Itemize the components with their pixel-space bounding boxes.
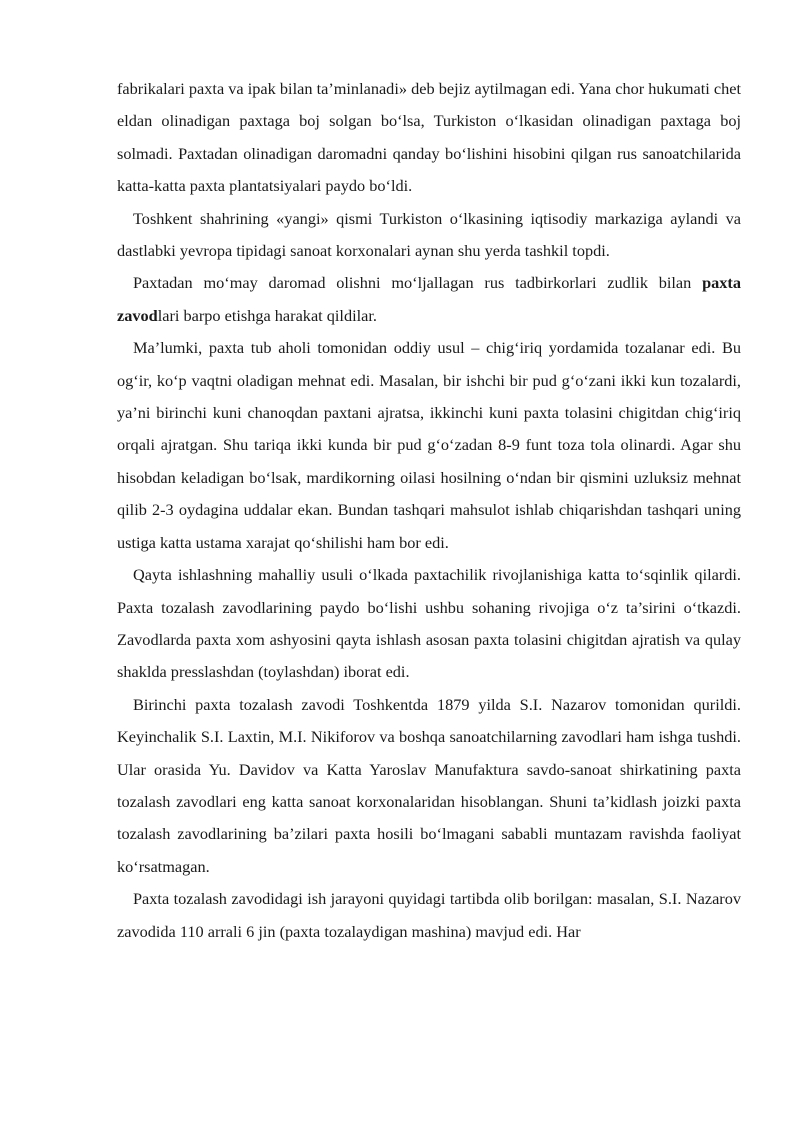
document-page — [117, 73, 741, 948]
paragraph-cotton-factories — [117, 267, 741, 332]
paragraph-text: Paxtadan mo‘may daromad olishni mo‘ljallagan rus tadbirkorlari zudlik bilan — [133, 273, 703, 293]
paragraph-local-processing: Qayta ishlashning mahalliy usuli o‘lkada paxtachilik rivojlanishiga katta to‘sqinlik qilardi. Paxta tozalash zavodlarining paydo bo‘lishi ushbu sohaning rivojiga o‘z ta’sirini o‘tkazdi. Zavodlarda paxta xom ashyosini qayta ishlash asosan paxta tolasini chigitdan ajratish va qulay shaklda presslashdan (toylashdan) iborat edi. — [117, 565, 741, 682]
paragraph-work-process: Paxta tozalash zavodidagi ish jarayoni quyidagi tartibda olib borilgan: masalan, S.I. Nazarov zavodida 110 arrali 6 jin (paxta tozalaydigan mashina) mavjud edi. Har — [117, 889, 741, 941]
paragraph-text: lari barpo etishga harakat qildilar. — [157, 305, 377, 325]
paragraph-manual-cleaning: Ma’lumki, paxta tub aholi tomonidan oddiy usul – chig‘iriq yordamida tozalanar edi. Bu og‘ir, ko‘p vaqtni oladigan mehnat edi. Masalan, bir ishchi bir pud g‘o‘zani ikki kun tozalardi, ya’ni birinchi kuni chanoqdan paxtani ajratsa, ikkinchi kuni paxta tolasini chigitdan chig‘iriq orqali ajratgan. Shu tariqa ikki kunda bir pud g‘o‘zadan 8-9 funt toza tola olinardi. Agar shu hisobdan keladigan bo‘lsak, mardikorning oilasi hosilning o‘ndan bir qismini uzluksiz mehnat qilib 2-3 oydagina uddalar ekan. Bundan tashqari mahsulot ishlab chiqarishdan tashqari uning ustiga katta ustama xarajat qo‘shilishi ham bor edi. — [117, 338, 741, 552]
bold-term: paxta zavod — [117, 273, 741, 325]
paragraph-tashkent: Toshkent shahrining «yangi» qismi Turkiston o‘lkasining iqtisodiy markaziga aylandi va dastlabki yevropa tipidagi sanoat korxonalari aynan shu yerda tashkil topdi. — [117, 208, 741, 261]
paragraph-continuation: fabrikalari paxta va ipak bilan ta’minlanadi» deb bejiz aytilmagan edi. Yana chor hukumati chet eldan olinadigan paxtaga boj solgan bo‘lsa, Turkiston o‘lkasidan olinadigan paxtaga boj solmadi. Paxtadan olinadigan daromadni qanday bo‘lishini hisobini qilgan rus sanoatchilarida katta-katta paxta plantatsiyalari paydo bo‘ldi. — [117, 79, 741, 196]
paragraph-first-factory: Birinchi paxta tozalash zavodi Toshkentda 1879 yilda S.I. Nazarov tomonidan qurildi. Keyinchalik S.I. Laxtin, M.I. Nikiforov va boshqa sanoatchilarning zavodlari ham ishga tushdi. Ular orasida Yu. Davidov va Katta Yaroslav Manufaktura savdo-sanoat shirkatining paxta tozalash zavodlari eng katta sanoat korxonalaridan hisoblangan. Shuni ta’kidlash joizki paxta tozalash zavodlarining ba’zilari paxta hosili bo‘lmagani sababli muntazam ravishda faoliyat ko‘rsatmagan. — [117, 694, 741, 876]
